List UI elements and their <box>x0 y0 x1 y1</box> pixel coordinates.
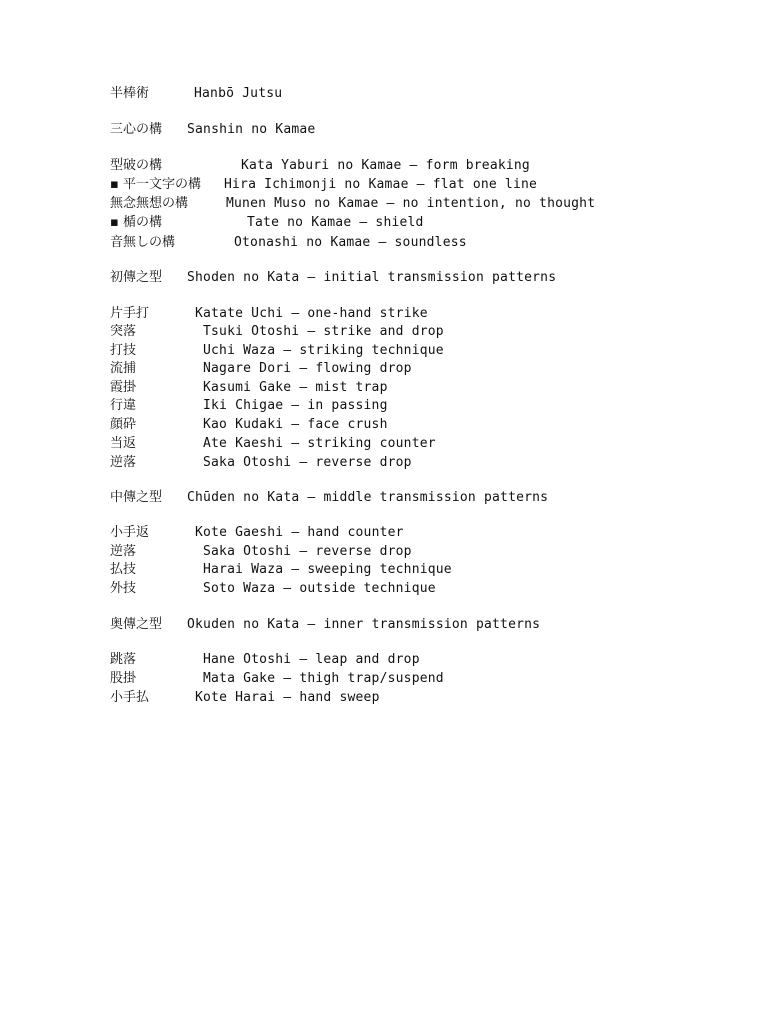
english-term: Otonashi no Kamae — soundless <box>234 235 467 250</box>
english-term: Chūden no Kata — middle transmission patterns <box>187 490 549 505</box>
japanese-term: 当返 <box>110 436 137 451</box>
japanese-term: 初傳之型 <box>110 270 163 285</box>
english-term: Shoden no Kata — initial transmission patterns <box>187 270 557 285</box>
english-term: Saka Otoshi — reverse drop <box>203 455 412 470</box>
english-term: Kasumi Gake — mist trap <box>203 380 388 395</box>
japanese-term: 逆落 <box>110 544 137 559</box>
japanese-term: ▪ 楯の構 <box>110 215 162 230</box>
japanese-term: 股掛 <box>110 671 137 686</box>
english-term: Hira Ichimonji no Kamae — flat one line <box>224 177 538 192</box>
english-term: Katate Uchi — one-hand strike <box>195 306 428 321</box>
english-term: Kao Kudaki — face crush <box>203 417 388 432</box>
japanese-term: 無念無想の構 <box>110 196 189 211</box>
japanese-term: ▪ 平一文字の構 <box>110 177 201 192</box>
english-term: Iki Chigae — in passing <box>203 398 388 413</box>
japanese-term: 突落 <box>110 324 137 339</box>
japanese-term: 小手返 <box>110 525 150 540</box>
english-term: Hane Otoshi — leap and drop <box>203 652 420 667</box>
english-term: Nagare Dori — flowing drop <box>203 361 412 376</box>
japanese-term: 奥傳之型 <box>110 617 163 632</box>
japanese-term: 行違 <box>110 398 137 413</box>
japanese-term: 型破の構 <box>110 158 163 173</box>
japanese-term: 三心の構 <box>110 122 163 137</box>
english-term: Saka Otoshi — reverse drop <box>203 544 412 559</box>
english-term: Tate no Kamae — shield <box>247 215 424 230</box>
japanese-term: 跳落 <box>110 652 137 667</box>
english-term: Hanbō Jutsu <box>194 86 283 101</box>
english-term: Tsuki Otoshi — strike and drop <box>203 324 444 339</box>
japanese-term: 半棒術 <box>110 86 150 101</box>
japanese-term: 片手打 <box>110 306 150 321</box>
english-term: Harai Waza — sweeping technique <box>203 562 452 577</box>
japanese-term: 顔砕 <box>110 417 137 432</box>
english-term: Kata Yaburi no Kamae — form breaking <box>241 158 530 173</box>
japanese-term: 中傳之型 <box>110 490 163 505</box>
japanese-term: 逆落 <box>110 455 137 470</box>
japanese-term: 流捕 <box>110 361 137 376</box>
japanese-term: 打技 <box>110 343 137 358</box>
english-term: Soto Waza — outside technique <box>203 581 436 596</box>
english-term: Mata Gake — thigh trap/suspend <box>203 671 444 686</box>
japanese-term: 払技 <box>110 562 137 577</box>
japanese-term: 音無しの構 <box>110 235 176 250</box>
english-term: Munen Muso no Kamae — no intention, no thought <box>226 196 596 211</box>
english-term: Kote Harai — hand sweep <box>195 690 380 705</box>
japanese-term: 外技 <box>110 581 137 596</box>
japanese-term: 霞掛 <box>110 380 137 395</box>
japanese-term: 小手払 <box>110 690 150 705</box>
english-term: Uchi Waza — striking technique <box>203 343 444 358</box>
english-term: Kote Gaeshi — hand counter <box>195 525 404 540</box>
english-term: Sanshin no Kamae <box>187 122 316 137</box>
english-term: Okuden no Kata — inner transmission patterns <box>187 617 541 632</box>
english-term: Ate Kaeshi — striking counter <box>203 436 436 451</box>
